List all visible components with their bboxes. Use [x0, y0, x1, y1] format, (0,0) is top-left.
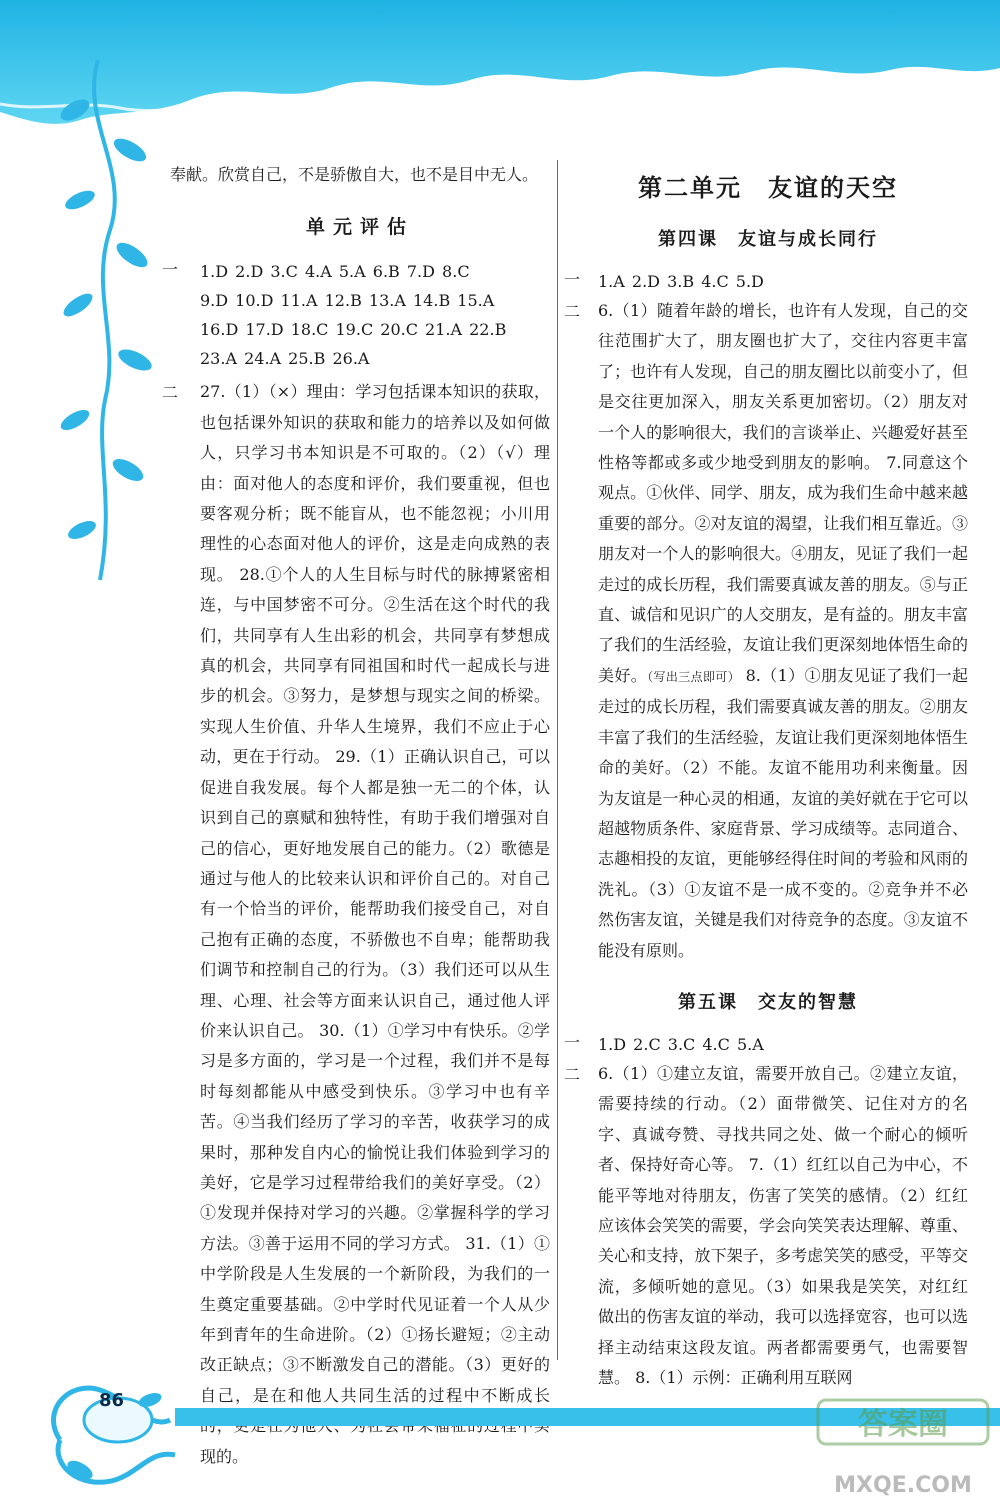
part2-marker: 二	[162, 383, 179, 403]
answer-row: 1.D 2.C 3.C 4.C 5.A	[598, 1034, 764, 1054]
left-column	[162, 150, 550, 1472]
lesson5-title: 第五课 交友的智慧	[678, 991, 858, 1013]
answer-row: 9.D 10.D 11.A 12.B 13.A 14.B 15.A	[200, 291, 495, 311]
answer-row: 16.D 17.D 18.C 19.C 20.C 21.A 22.B	[200, 320, 507, 340]
l4-part2-text	[568, 296, 968, 966]
section-title-assessment: 单元评估	[305, 216, 414, 239]
l4-part2-marker: 二	[564, 302, 581, 321]
part1-block	[162, 257, 550, 373]
right-column	[564, 150, 968, 1393]
l5-part2-marker: 二	[564, 1064, 581, 1084]
answer-row: 1.A 2.D 3.B 4.C 5.D	[598, 272, 764, 291]
lesson4-title: 第四课 友谊与成长同行	[658, 229, 878, 250]
footer-decoration	[0, 1370, 1000, 1505]
l4-part1-block	[564, 267, 968, 296]
l4-part1-marker: 一	[564, 270, 581, 289]
l4-part2-a: 6.（1）随着年龄的增长，也许有人发现，自己的交往范围扩大了，朋友圈也扩大了，交往内容更丰富了；也许有人发现，自己的朋友圈比以前变小了，但是交往更加深入，朋友关系更加密切。（2）朋友对一个人的影响很大，我们的言谈举止、兴趣爱好甚至性格等都或多或少地受到朋友的影响。 7.同意这个观点。①伙伴、同学、朋友，成为我们生命中越来越重要的部分。②对友谊的渴望，让我们相互靠近。③朋友对一个人的影响很大。④朋友，见证了我们一起走过的成长历程，我们需要真诚友善的朋友。⑤与正直、诚信和见识广的人交朋友，是有益的。朋友丰富了我们的生活经验，友谊让我们更深刻地体悟生命的美好。	[598, 301, 968, 685]
watermark-bottom: MXQE.COM	[834, 1473, 972, 1498]
l5-part1-marker: 一	[564, 1032, 581, 1052]
l5-part1-block	[564, 1030, 968, 1059]
intro-text: 奉献。欣赏自己，不是骄傲自大，也不是目中无人。	[170, 165, 539, 184]
answer-row: 23.A 24.A 25.B 26.A	[200, 349, 370, 369]
l4-note: （写出三点即可）	[647, 669, 741, 684]
column-divider	[557, 160, 558, 1360]
l4-part2-b: 8.（1）①朋友见证了我们一起走过的成长历程，我们需要真诚友善的朋友。②朋友丰富了我们的生活经验，友谊让我们更深刻地体悟生命的美好。（2）不能。友谊不能用功利来衡量。因为友谊是一种心灵的相通，友谊的美好就在于它可以超越物质条件、家庭背景、学习成绩等。志同道合、志趣相投的友谊，更能够经得住时间的考验和风雨的洗礼。（3）①友谊不是一成不变的。②竞争并不必然伤害友谊，关键是我们对待竞争的态度。③友谊不能没有原则。	[598, 665, 968, 960]
page-number: 86	[99, 1390, 125, 1411]
l4-part2-block	[564, 296, 968, 966]
part1-marker: 一	[162, 260, 179, 280]
l5-part2-text: 6.（1）①建立友谊，需要开放自己。②建立友谊，需要持续的行动。（2）面带微笑、记住对方的名字、真诚夸赞、寻找共同之处、做一个耐心的倾听者、保持好奇心等。 7.（1）红红以自己为中心，不能平等地对待朋友，伤害了笑笑的感情。（2）红红应该体会笑笑的需要，学会向笑笑表达理解、尊重、关心和支持，放下架子，多考虑笑笑的感受，平等交流，多倾听她的意见。（3）如果我是笑笑，对红红做出的伤害友谊的举动，我可以选择宽容，也可以选择主动结束这段友谊。两者都需要勇气，也需要智慧。 8.（1）示例：正确利用互联网	[598, 1063, 968, 1387]
l5-part2-block	[564, 1059, 968, 1393]
answer-row: 1.D 2.D 3.C 4.A 5.A 6.B 7.D 8.C	[200, 262, 470, 282]
unit-title: 第二单元 友谊的天空	[638, 173, 898, 202]
part2-text: 27.（1）（×）理由：学习包括课本知识的获取，也包括课外知识的获取和能力的培养以及如何做人，只学习书本知识是不可取的。（2）（√）理由：面对他人的态度和评价，我们要重视，但也要客观分析；既不能盲从，也不能忽视；小川用理性的心态面对他人的评价，这是走向成熟的表现。 28.①个人的人生目标与时代的脉搏紧密相连，与中国梦密不可分。②生活在这个时代的我们，共同享有人生出彩的机会，共同享有梦想成真的机会，共同享有同祖国和时代一起成长与进步的机会。③努力，是梦想与现实之间的桥梁。实现人生价值、升华人生境界，我们不应止于心动，更在于行动。 29.（1）正确认识自己，可以促进自我发展。每个人都是独一无二的个体，认识到自己的禀赋和独特性，有助于我们增强对自己的信心，更好地发展自己的能力。（2）歌德是通过与他人的比较来认识和评价自己的。对自己有一个恰当的评价，能帮助我们接受自己，对自己抱有正确的态度，不骄傲也不自卑；能帮助我们调节和控制自己的行为。（3）我们还可以从生理、心理、社会等方面来认识自己，通过他人评价来认识自己。 30.（1）①学习中有快乐。②学习是多方面的，学习是一个过程，我们并不是每时每刻都能从中感受到快乐。③学习中也有辛苦。④当我们经历了学习的辛苦，收获学习的成果时，那种发自内心的愉悦让我们体验到学习的美好，它是学习过程带给我们的美好享受。（2）①发现并保持对学习的兴趣。②掌握科学的学习方法。③善于运用不同的学习方式。 31.（1）①中学阶段是人生发展的一个新阶段，为我们的一生奠定重要基础。②中学时代见证着一个人从少年到青年的生命进阶。（2）①扬长避短；②主动改正缺点；③不断激发自己的潜能。（3）更好的自己，是在和他人共同生活的过程中不断成长 现的。	[200, 382, 550, 1466]
vine-decoration	[20, 40, 160, 600]
part2-block	[162, 377, 550, 1472]
watermark-top: 答案圈	[858, 1407, 948, 1442]
